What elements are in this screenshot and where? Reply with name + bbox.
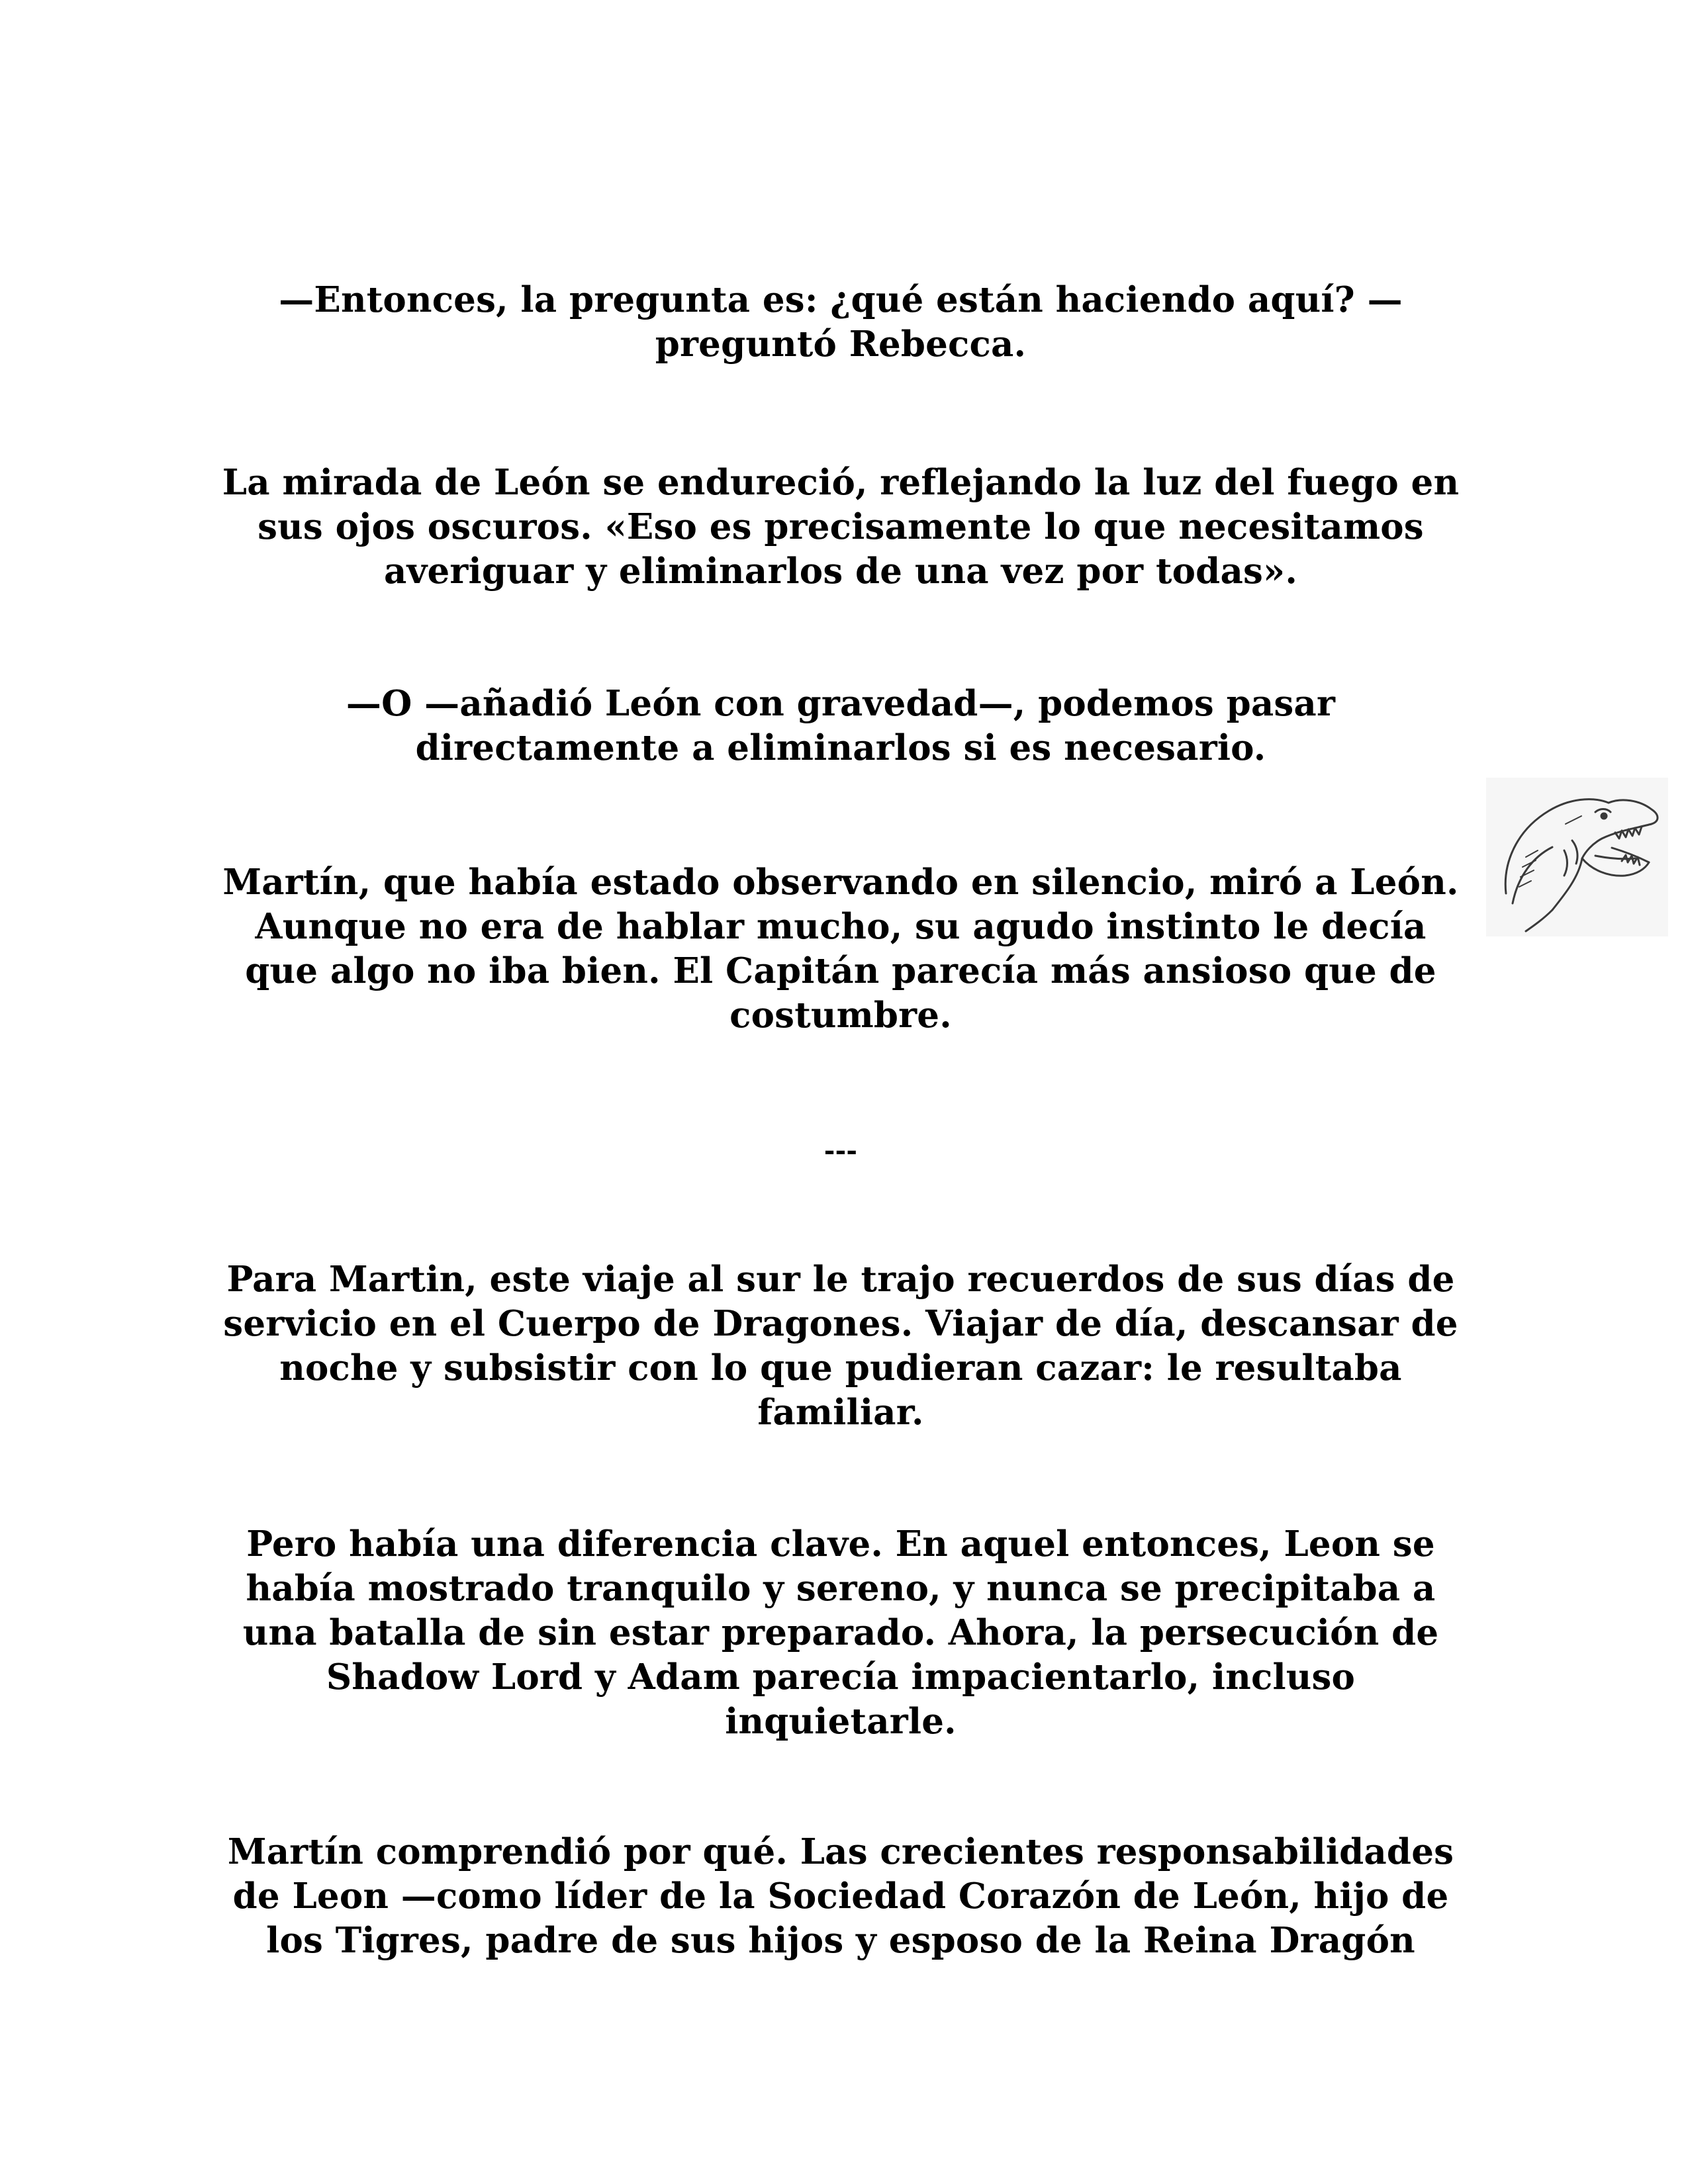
paragraph-leon-gaze: La mirada de León se endureció, reflejando la luz del fuego en sus ojos oscuros. «Eso es precisamente lo que necesitamos averiguar y eliminarlos de una vez por todas».	[222, 462, 1460, 592]
section-separator: ---	[823, 1135, 858, 1166]
paragraph-rebecca-question: —Entonces, la pregunta es: ¿qué están haciendo aquí? —preguntó Rebecca.	[279, 279, 1403, 365]
paragraph-leon-adds: —O —añadió León con gravedad—, podemos pasar directamente a eliminarlos si es necesario.	[346, 683, 1336, 768]
paragraph-key-difference: Pero había una diferencia clave. En aquel entonces, Leon se había mostrado tranquilo y sereno, y nunca se precipitaba a una batalla de sin estar preparado. Ahora, la persecución de Shadow Lord y Adam parecía impacientarlo, incluso inquietarle.	[242, 1524, 1439, 1742]
paragraph-martin-journey: Para Martin, este viaje al sur le trajo recuerdos de sus días de servicio en el Cuerpo de Dragones. Viajar de día, descansar de noche y subsistir con lo que pudieran cazar: le resultaba familiar.	[223, 1259, 1458, 1433]
paragraph-martin-observes: Martín, que había estado observando en silencio, miró a León. Aunque no era de hablar mucho, su agudo instinto le decía que algo no iba bien. El Capitán parecía más ansioso que de costumbre.	[222, 862, 1459, 1036]
paragraph-martin-understood: Martín comprendió por qué. Las crecientes responsabilidades de Leon —como líder de la Sociedad Corazón de León, hijo de los Tigres, padre de sus hijos y esposo de la Reina Dragón	[227, 1831, 1454, 1961]
dinosaur-head-sketch-icon	[1486, 778, 1668, 936]
